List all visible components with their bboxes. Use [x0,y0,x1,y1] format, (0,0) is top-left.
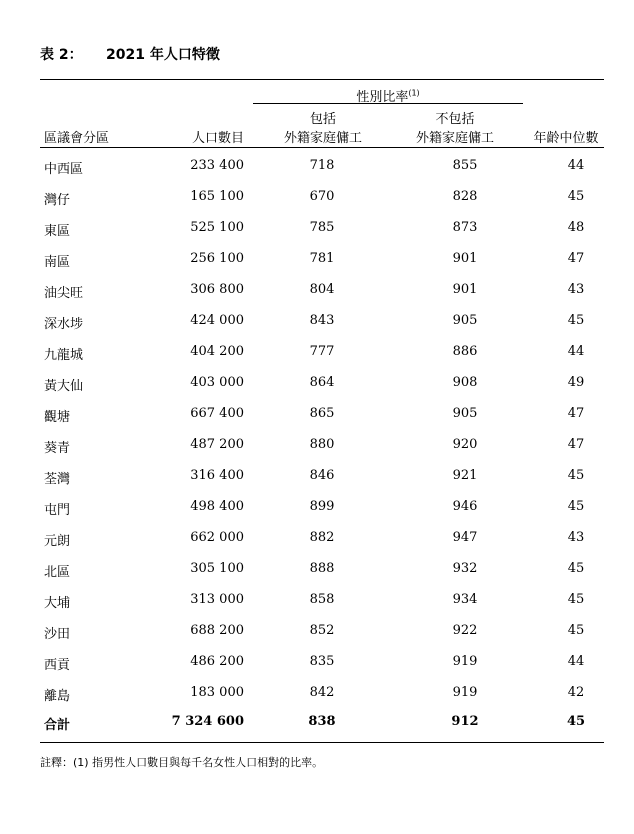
district-cell: 東區 [44,224,71,239]
table-row [40,220,604,251]
incl-ratio-cell: 880 [309,437,335,452]
incl-ratio-cell: 852 [309,623,335,638]
total-row [40,714,604,745]
district-cell: 灣仔 [44,193,71,208]
median-age-header: 年齡中位數 [533,131,599,146]
district-cell: 離島 [44,689,71,704]
incl-ratio-cell: 835 [309,654,335,669]
population-cell: 306 800 [190,282,244,297]
sex-ratio-rule [253,103,523,104]
table-title-text: 2021 年人口特徵 [106,47,220,63]
median-age-cell: 42 [567,685,585,700]
bottom-rule [40,742,604,743]
table-number: 表 2： [40,47,83,63]
district-cell: 葵青 [44,441,71,456]
incl-ratio-cell: 858 [309,592,335,607]
table-row [40,282,604,313]
population-cell: 487 200 [190,437,244,452]
median-age-cell: 45 [567,499,585,514]
excl-ratio-cell: 873 [452,220,478,235]
incl-ratio-cell: 670 [309,189,335,204]
excl-ratio-cell: 908 [452,375,478,390]
population-cell: 498 400 [190,499,244,514]
median-age-cell: 47 [567,406,585,421]
incl-ratio-cell: 781 [309,251,335,266]
median-age-cell: 44 [567,344,585,359]
median-age-cell: 48 [567,220,585,235]
excl-ratio-cell: 946 [452,499,478,514]
district-cell: 大埔 [44,596,71,611]
excl-ratio-cell: 921 [452,468,478,483]
excl-ratio-cell: 947 [452,530,478,545]
population-cell: 233 400 [190,158,244,173]
median-age-cell: 43 [567,530,585,545]
incl-ratio-cell: 843 [309,313,335,328]
excl-header-line1: 不包括 [435,112,475,127]
population-cell: 316 400 [190,468,244,483]
district-cell: 南區 [44,255,71,270]
district-cell: 九龍城 [44,348,84,363]
table-row [40,313,604,344]
table-title [40,44,220,64]
median-age-cell: 44 [567,158,585,173]
table-row [40,158,604,189]
district-header: 區議會分區 [44,131,110,146]
excl-header-line2: 外籍家庭傭工 [415,131,494,146]
total-label: 合計 [44,718,71,733]
footnote: 註釋：(1) 指男性人口數目與每千名女性人口相對的比率。 [40,756,324,769]
table-row [40,654,604,685]
population-cell: 256 100 [190,251,244,266]
table-row [40,561,604,592]
table-row [40,623,604,654]
incl-ratio-cell: 899 [309,499,335,514]
incl-ratio-cell: 785 [309,220,335,235]
table-row [40,530,604,561]
district-cell: 黃大仙 [44,379,84,394]
incl-ratio-cell: 888 [309,561,335,576]
district-cell: 中西區 [44,162,84,177]
table-row [40,592,604,623]
header-rule [40,147,604,148]
median-age-cell: 45 [567,313,585,328]
excl-ratio-cell: 919 [452,685,478,700]
table-row [40,375,604,406]
population-cell: 165 100 [190,189,244,204]
table-row [40,468,604,499]
district-cell: 北區 [44,565,71,580]
population-cell: 486 200 [190,654,244,669]
incl-ratio-cell: 864 [309,375,335,390]
sex-ratio-label: 性別比率 [356,90,409,105]
excl-ratio-cell: 905 [452,406,478,421]
excl-ratio-cell: 932 [452,561,478,576]
district-cell: 西貢 [44,658,71,673]
incl-ratio-cell: 865 [309,406,335,421]
top-rule [40,79,604,80]
population-cell: 667 400 [190,406,244,421]
district-cell: 屯門 [44,503,71,518]
incl-header-line2: 外籍家庭傭工 [283,131,362,146]
median-age-cell: 45 [567,623,585,638]
population-cell: 525 100 [190,220,244,235]
median-age-cell: 45 [567,561,585,576]
population-header: 人口數目 [191,131,244,146]
incl-ratio-cell: 804 [309,282,335,297]
district-cell: 荃灣 [44,472,71,487]
population-cell: 688 200 [190,623,244,638]
total-age: 45 [566,714,586,729]
median-age-cell: 49 [567,375,585,390]
total-incl: 838 [308,714,336,729]
median-age-cell: 43 [567,282,585,297]
excl-ratio-cell: 919 [452,654,478,669]
excl-ratio-cell: 901 [452,251,478,266]
population-cell: 403 000 [190,375,244,390]
table-row [40,189,604,220]
incl-ratio-cell: 846 [309,468,335,483]
excl-ratio-cell: 828 [452,189,478,204]
population-cell: 313 000 [190,592,244,607]
population-cell: 305 100 [190,561,244,576]
excl-ratio-cell: 920 [452,437,478,452]
incl-ratio-cell: 718 [309,158,335,173]
incl-header-line1: 包括 [309,112,336,127]
table-row [40,685,604,716]
median-age-cell: 45 [567,189,585,204]
total-excl: 912 [451,714,479,729]
excl-ratio-cell: 934 [452,592,478,607]
excl-ratio-cell: 901 [452,282,478,297]
table-row [40,437,604,468]
median-age-cell: 47 [567,437,585,452]
population-cell: 183 000 [190,685,244,700]
table-row [40,499,604,530]
median-age-cell: 45 [567,592,585,607]
district-cell: 元朗 [44,534,71,549]
population-cell: 424 000 [190,313,244,328]
excl-ratio-cell: 905 [452,313,478,328]
total-population: 7 324 600 [171,714,244,729]
incl-ratio-cell: 842 [309,685,335,700]
table-row [40,344,604,375]
district-cell: 油尖旺 [44,286,84,301]
median-age-cell: 47 [567,251,585,266]
incl-ratio-cell: 882 [309,530,335,545]
population-cell: 404 200 [190,344,244,359]
district-cell: 深水埗 [44,317,84,332]
median-age-cell: 44 [567,654,585,669]
district-cell: 沙田 [44,627,71,642]
table-row [40,251,604,282]
district-cell: 觀塘 [44,410,71,425]
sex-ratio-footnote-mark: (1) [408,88,420,98]
population-cell: 662 000 [190,530,244,545]
excl-ratio-cell: 886 [452,344,478,359]
table-row [40,406,604,437]
median-age-cell: 45 [567,468,585,483]
incl-ratio-cell: 777 [309,344,335,359]
excl-ratio-cell: 855 [452,158,478,173]
excl-ratio-cell: 922 [452,623,478,638]
